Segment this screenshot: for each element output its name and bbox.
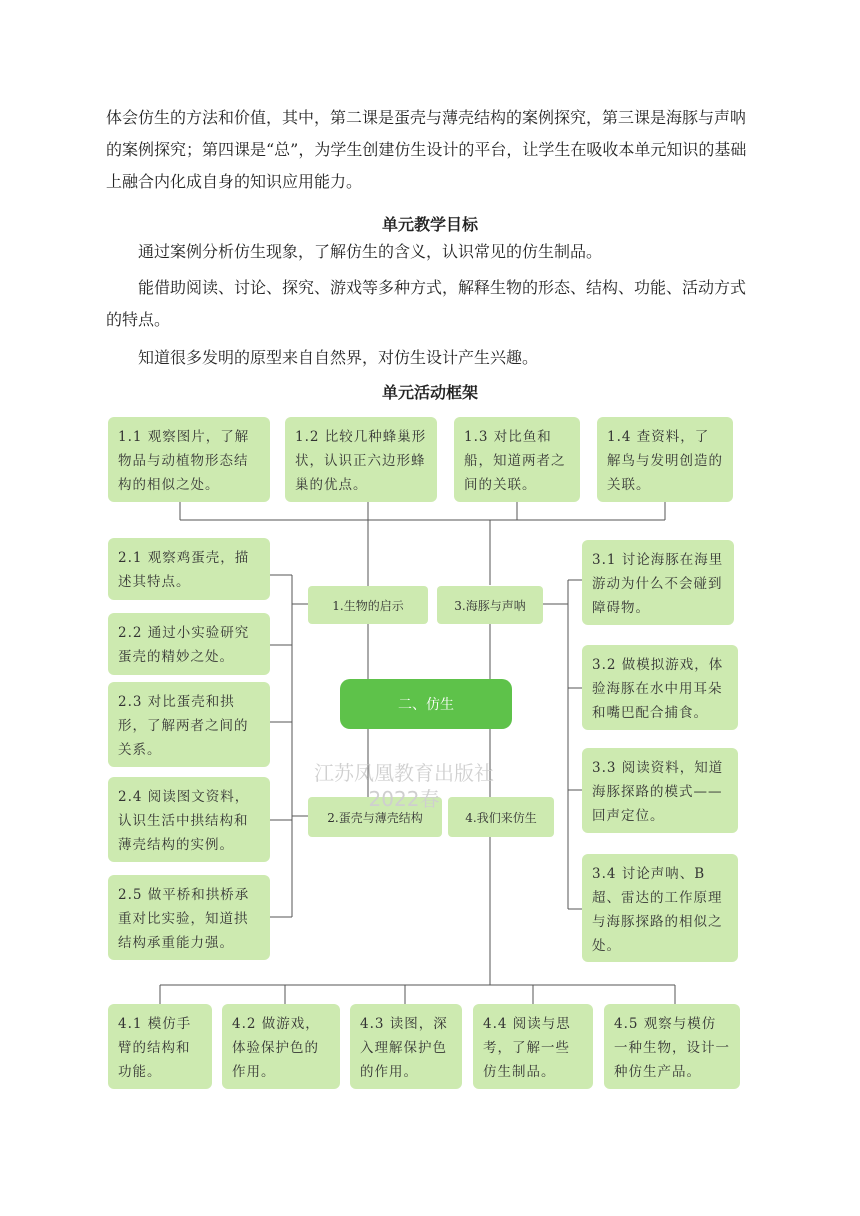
activity-box-3-3: 3.3 阅读资料，知道海豚探路的模式——回声定位。 [582,748,738,833]
objective-item: 知道很多发明的原型来自自然界，对仿生设计产生兴趣。 [138,348,539,367]
framework-heading: 单元活动框架 [381,383,478,402]
activity-box-2-5: 2.5 做平桥和拱桥承重对比实验，知道拱结构承重能力强。 [108,875,270,960]
watermark-line-1: 江苏凤凰教育出版社 [314,761,494,785]
intro-paragraph: 体会仿生的方法和价值，其中，第二课是蛋壳与薄壳结构的案例探究，第三课是海豚与声呐的案例探究；第四课是“总”，为学生创建仿生设计的平台，让学生在吸收本单元知识的基础上融合内化成自身的知识应用能力。 [106,108,747,191]
activity-box-1-1: 1.1 观察图片，了解物品与动植物形态结构的相似之处。 [108,417,270,502]
activity-box-4-2: 4.2 做游戏，体验保护色的作用。 [222,1004,340,1089]
activity-box-4-5: 4.5 观察与模仿一种生物，设计一种仿生产品。 [604,1004,740,1089]
publisher-watermark [294,760,514,812]
activity-box-3-1: 3.1 讨论海豚在海里游动为什么不会碰到障碍物。 [582,540,734,625]
hub-lesson-3: 3.海豚与声呐 [437,586,543,624]
activity-box-4-1: 4.1 模仿手臂的结构和功能。 [108,1004,212,1089]
watermark-line-2: 2022春 [368,787,440,811]
activity-box-2-2: 2.2 通过小实验研究蛋壳的精妙之处。 [108,613,270,675]
activity-box-3-2: 3.2 做模拟游戏，体验海豚在水中用耳朵和嘴巴配合捕食。 [582,645,738,730]
hub-lesson-2: 2.蛋壳与薄壳结构 [308,797,442,837]
activity-box-1-2: 1.2 比较几种蜂巢形状，认识正六边形蜂巢的优点。 [285,417,437,502]
activity-box-4-3: 4.3 读图，深入理解保护色的作用。 [350,1004,462,1089]
activity-box-4-4: 4.4 阅读与思考，了解一些仿生制品。 [473,1004,593,1089]
unit-center-node: 二、仿生 [340,679,512,729]
activity-box-1-4: 1.4 查资料，了解鸟与发明创造的关联。 [597,417,733,502]
activity-box-2-3: 2.3 对比蛋壳和拱形，了解两者之间的关系。 [108,682,270,767]
objective-item: 能借助阅读、讨论、探究、游戏等多种方式，解释生物的形态、结构、功能、活动方式的特点。 [106,278,747,329]
activity-box-2-4: 2.4 阅读图文资料，认识生活中拱结构和薄壳结构的实例。 [108,777,270,862]
activity-box-1-3: 1.3 对比鱼和船，知道两者之间的关联。 [454,417,580,502]
activity-box-2-1: 2.1 观察鸡蛋壳，描述其特点。 [108,538,270,600]
objective-item: 通过案例分析仿生现象，了解仿生的含义，认识常见的仿生制品。 [138,242,603,261]
hub-lesson-4: 4.我们来仿生 [448,797,554,837]
objectives-heading: 单元教学目标 [381,215,478,234]
activity-box-3-4: 3.4 讨论声呐、B超、雷达的工作原理与海豚探路的相似之处。 [582,854,738,962]
hub-lesson-1: 1.生物的启示 [308,586,428,624]
